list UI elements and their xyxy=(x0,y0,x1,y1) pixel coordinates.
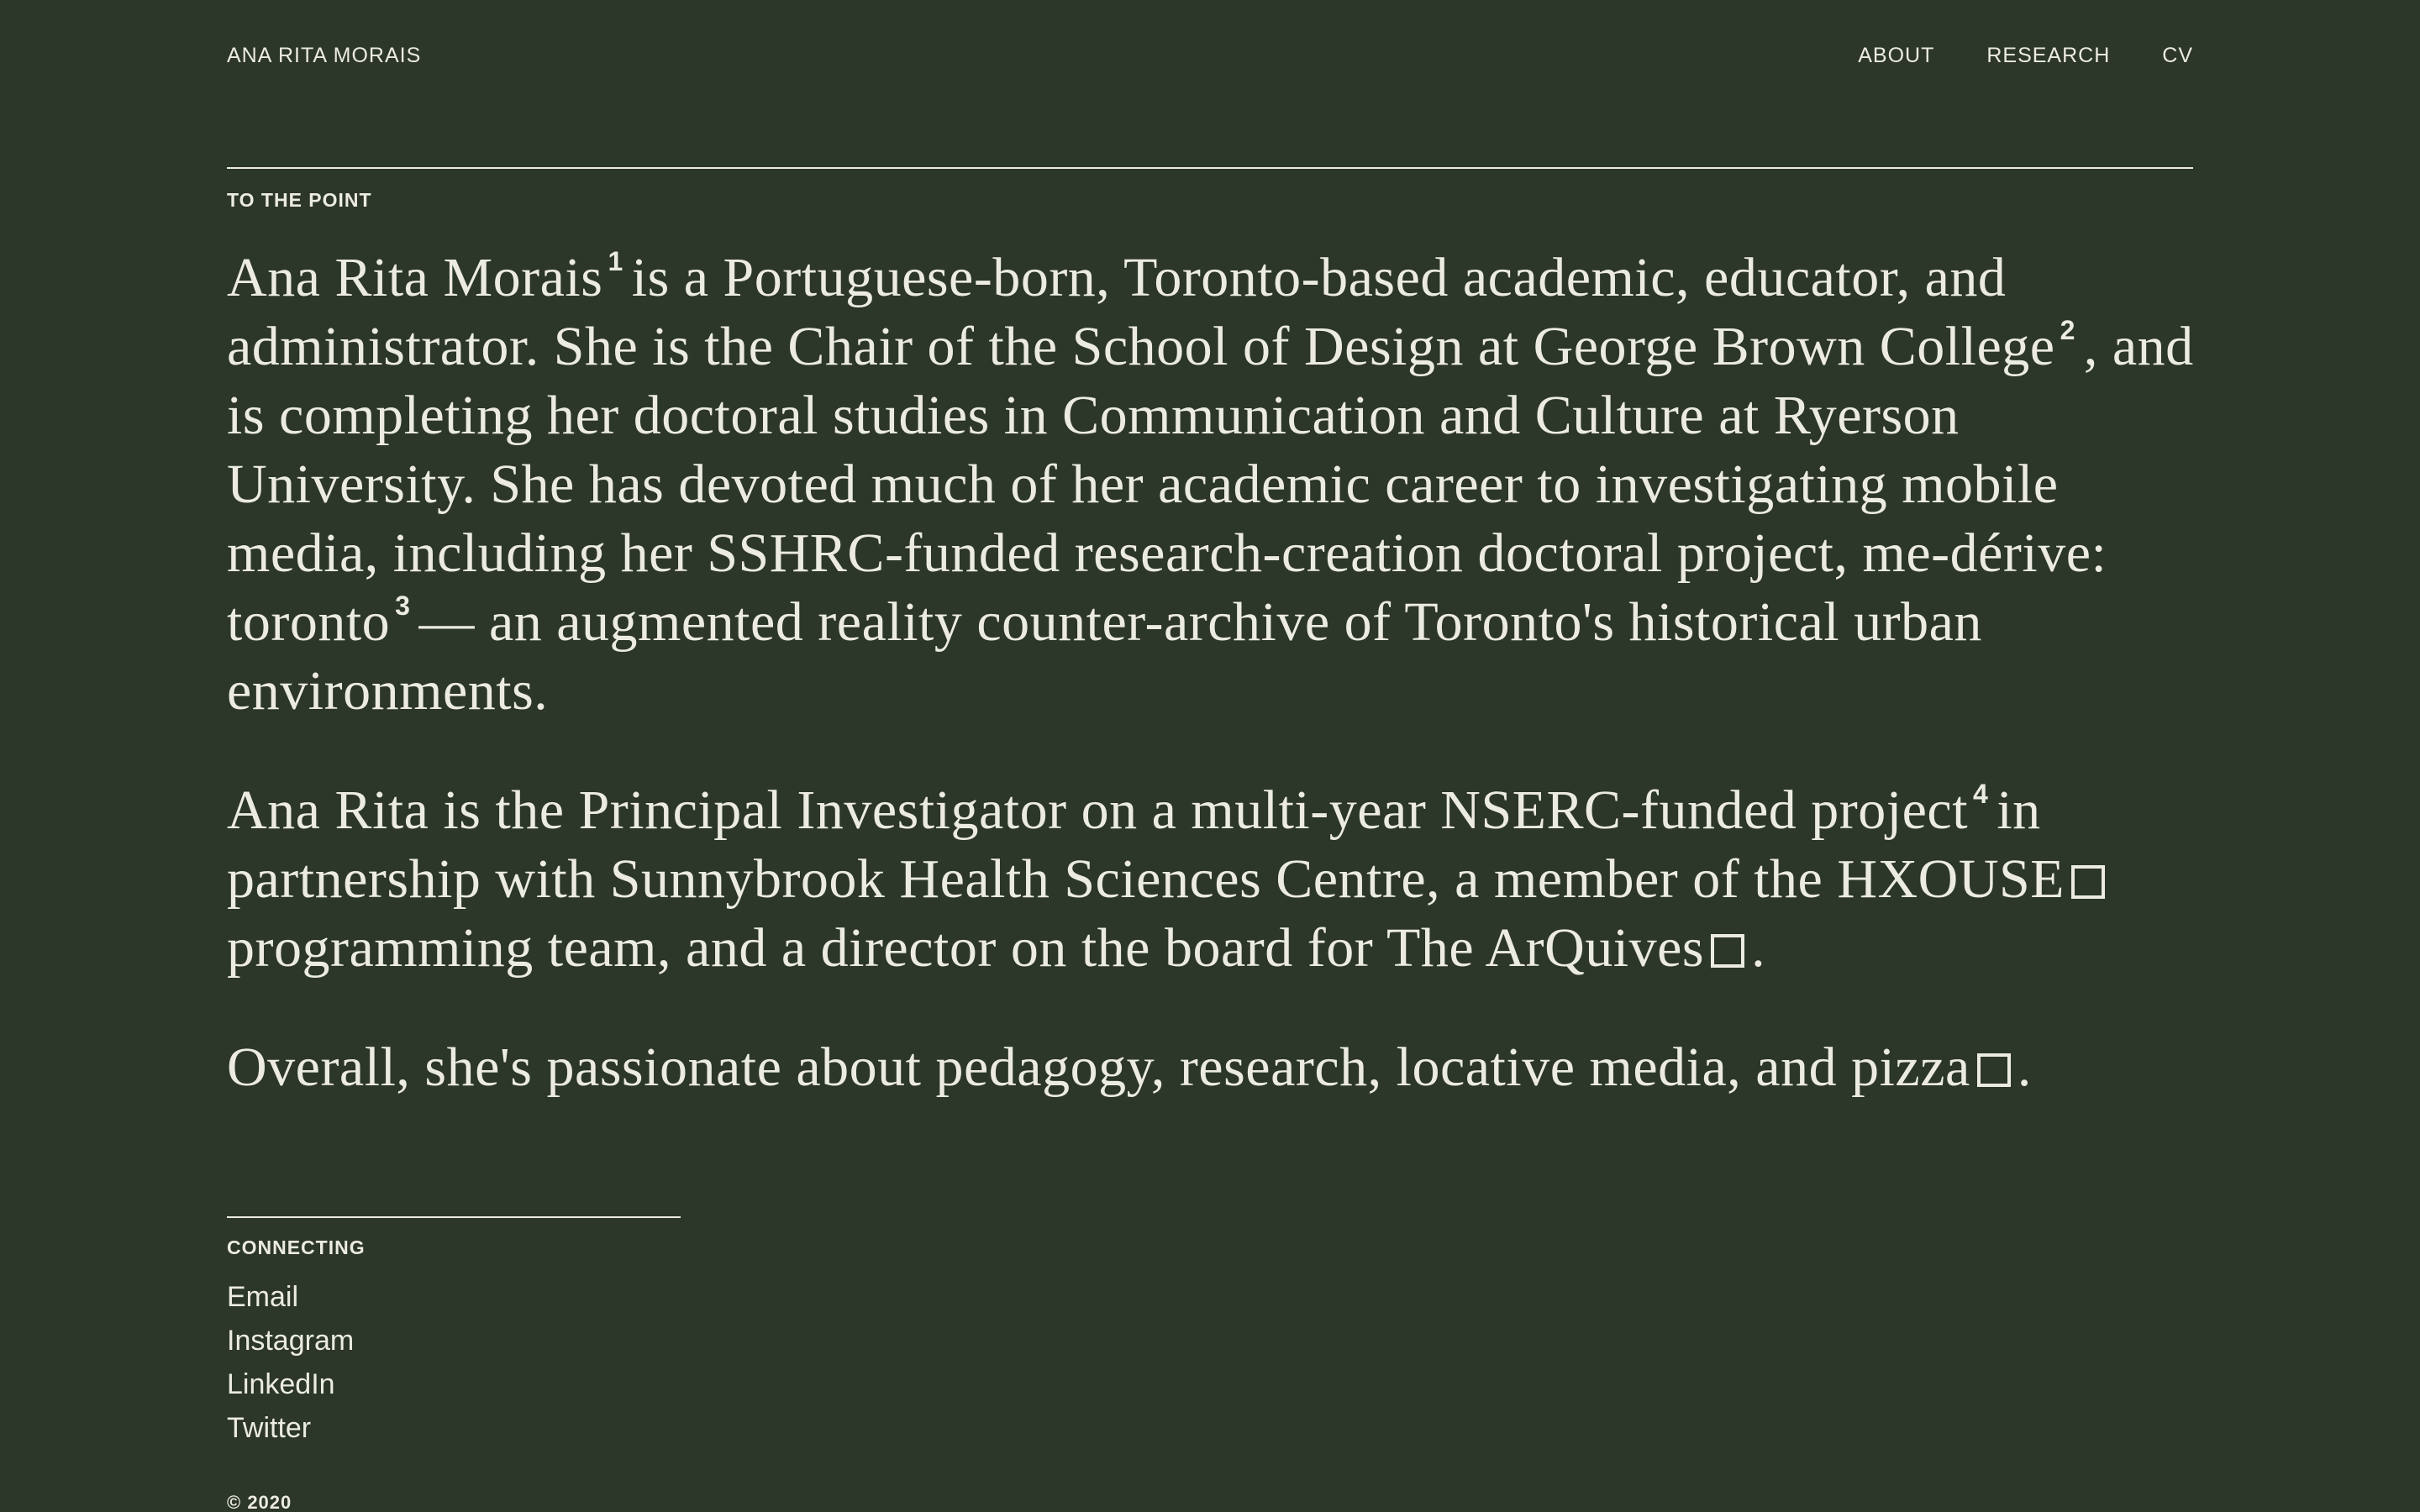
bio-text-segment: in partnership with Sunnybrook Health Sciences Centre, a member of the xyxy=(227,780,2041,910)
connecting-divider xyxy=(227,1216,681,1218)
copyright: © 2020 xyxy=(227,1492,292,1512)
bio-text-segment: — an augmented reality counter-archive of Toronto's historical urban environments. xyxy=(227,591,1982,722)
bio-text-segment: is a Portuguese-born, Toronto-based academic, educator, and administrator. She is the Chair of the School of Design at George Brown College xyxy=(227,247,2055,377)
bio-paragraph-2 xyxy=(227,776,2210,983)
nav-research[interactable]: RESEARCH xyxy=(1986,44,2111,67)
bio-text-segment: . xyxy=(1751,917,1766,979)
main-nav xyxy=(1858,44,2193,68)
twitter-link[interactable]: Twitter xyxy=(227,1412,312,1444)
footnote-4[interactable]: 4 xyxy=(1973,779,1989,809)
section-label-to-the-point: TO THE POINT xyxy=(227,189,372,211)
pizza-link[interactable]: pizza xyxy=(1851,1037,1970,1098)
contact-links xyxy=(227,1275,354,1450)
linkedin-link[interactable]: LinkedIn xyxy=(227,1368,335,1400)
top-divider xyxy=(227,167,2193,169)
arquives-link[interactable]: The ArQuives xyxy=(1386,917,1705,979)
external-link-icon xyxy=(1977,1053,2011,1087)
bio-paragraph-3 xyxy=(227,1033,2210,1102)
email-link[interactable]: Email xyxy=(227,1281,299,1313)
section-label-connecting: CONNECTING xyxy=(227,1236,366,1258)
site-name-link[interactable]: ANA RITA MORAIS xyxy=(227,44,422,67)
hxouse-link[interactable]: HXOUSE xyxy=(1837,848,2065,910)
external-link-icon xyxy=(1711,934,1744,968)
bio-text-segment: , and is completing her doctoral studies in Communication and Culture at Ryerson University. She has devoted much of her academic career to investigating mobile media, including her SSHRC-funded research-creation doctoral project, me-dérive: toronto xyxy=(227,316,2194,653)
bio-text xyxy=(227,244,2210,1152)
bio-text-segment: Overall, she's passionate about pedagogy, research, locative media, and xyxy=(227,1037,1838,1098)
bio-text-segment: programming team, and a director on the board for xyxy=(227,917,1374,979)
nav-about[interactable]: ABOUT xyxy=(1858,44,1935,67)
footnote-3[interactable]: 3 xyxy=(395,591,411,621)
bio-paragraph-1 xyxy=(227,244,2210,726)
footnote-1[interactable]: 1 xyxy=(608,246,623,276)
footnote-2[interactable]: 2 xyxy=(2060,315,2075,345)
instagram-link[interactable]: Instagram xyxy=(227,1325,355,1357)
bio-text-segment: Ana Rita Morais xyxy=(227,247,603,308)
bio-text-segment: Ana Rita is the Principal Investigator on a multi-year NSERC-funded project xyxy=(227,780,1969,841)
external-link-icon xyxy=(2071,865,2105,899)
bio-text-segment: . xyxy=(2017,1037,2032,1098)
nav-cv[interactable]: CV xyxy=(2162,44,2193,67)
